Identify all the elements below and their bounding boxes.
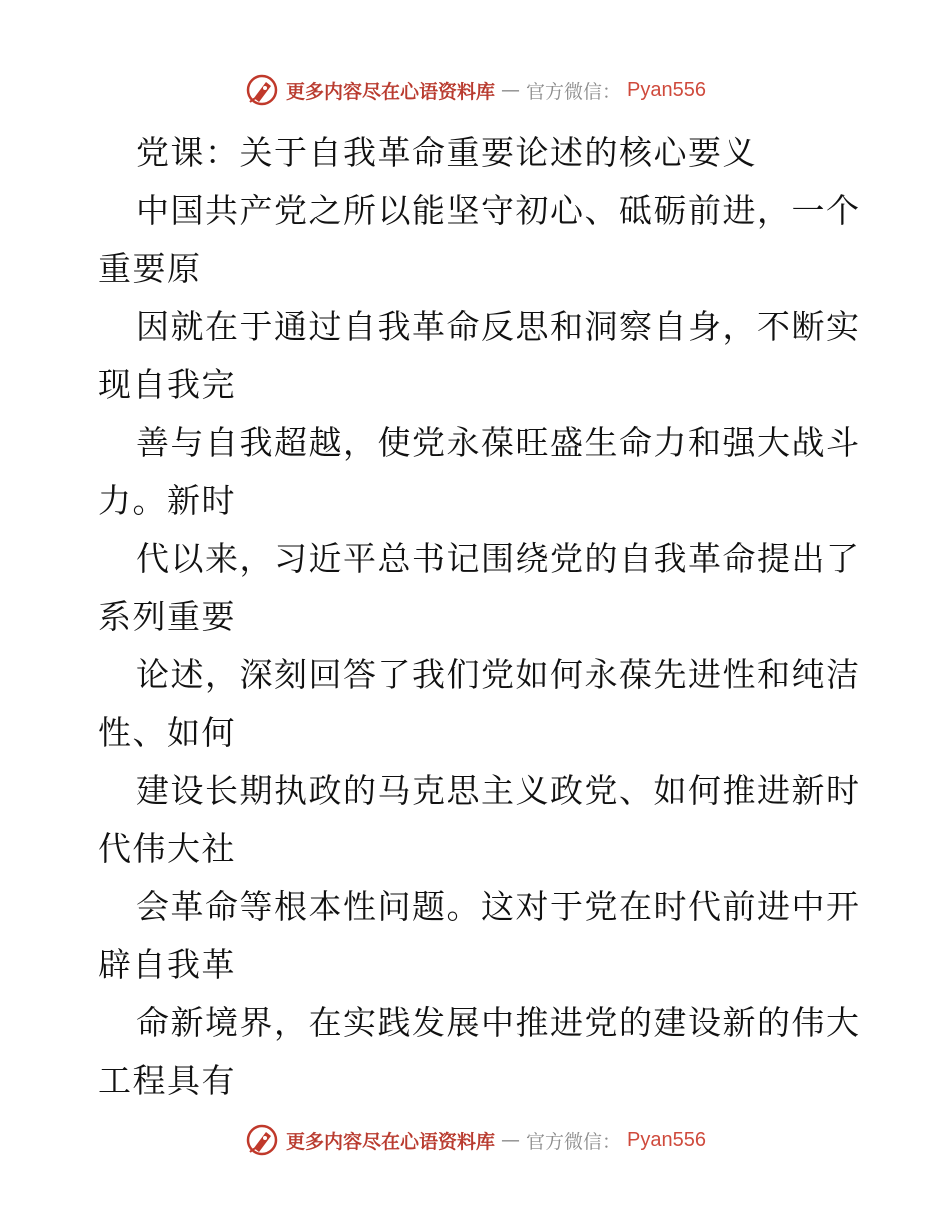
header-banner-content	[244, 72, 706, 108]
banner-dash: —	[501, 79, 521, 101]
footer-banner-content	[244, 1122, 706, 1158]
text-line: 性、如何	[98, 713, 236, 752]
text-line: 代以来，习近平总书记围绕党的自我革命提出了	[136, 539, 861, 578]
document-body	[98, 124, 861, 1110]
text-line: 力。新时	[98, 481, 236, 520]
footer-banner	[0, 1120, 950, 1160]
banner-dash: —	[501, 1129, 521, 1151]
text-line: 会革命等根本性问题。这对于党在时代前进中开	[136, 887, 861, 926]
text-line: 系列重要	[98, 597, 236, 636]
document-title: 党课：关于自我革命重要论述的核心要义	[136, 133, 757, 172]
pen-nib-logo-icon	[244, 1122, 280, 1158]
text-line: 重要原	[98, 249, 202, 288]
text-line: 善与自我超越，使党永葆旺盛生命力和强大战斗	[136, 423, 861, 462]
banner-main-text: 更多内容尽在心语资料库	[286, 1130, 496, 1153]
banner-wechat-id: Pyan556	[627, 1128, 706, 1151]
header-banner	[0, 70, 950, 110]
text-line: 代伟大社	[98, 829, 236, 868]
text-line: 现自我完	[98, 365, 236, 404]
pen-nib-logo-icon	[244, 72, 280, 108]
text-line: 论述，深刻回答了我们党如何永葆先进性和纯洁	[136, 655, 861, 694]
text-line: 建设长期执政的马克思主义政党、如何推进新时	[136, 771, 861, 810]
banner-main-text: 更多内容尽在心语资料库	[286, 80, 496, 103]
text-line: 辟自我革	[98, 945, 236, 984]
text-line: 因就在于通过自我革命反思和洞察自身，不断实	[136, 307, 861, 346]
text-line: 工程具有	[98, 1061, 236, 1100]
text-line: 命新境界，在实践发展中推进党的建设新的伟大	[136, 1003, 861, 1042]
banner-wechat-id: Pyan556	[627, 78, 706, 101]
banner-official-label: 官方微信：	[526, 80, 622, 103]
banner-official-label: 官方微信：	[526, 1130, 622, 1153]
text-line: 中国共产党之所以能坚守初心、砥砺前进，一个	[136, 191, 861, 230]
